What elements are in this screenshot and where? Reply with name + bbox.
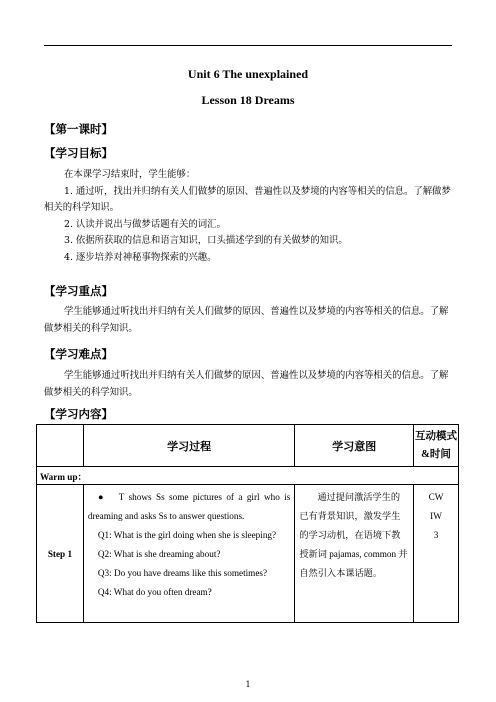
step1-label: Step 1 [37,485,84,623]
objectives-intro: 在本课学习结束时，学生能够： [64,169,196,180]
step1-question: Q1: What is the girl doing when she is sleeping? [97,530,277,540]
key-points-heading: 【学习重点】 [44,284,113,298]
step1-question: Q3: Do you have dreams like this sometimes? [97,568,268,578]
header-process: 学习过程 [83,425,294,467]
content-heading: 【学习内容】 [44,407,113,421]
warm-up-row [37,467,459,485]
table-header-row [37,425,459,467]
warm-up-label: Warm up： [37,467,459,485]
objective-item: 2. 认读并说出与做梦话题有关的词汇。 [64,218,226,230]
mode-item: 3 [433,530,439,540]
step1-intro-line [88,488,290,526]
step1-mode [414,485,459,623]
header-empty-cell [37,425,84,467]
page-number: 1 [245,680,251,689]
mode-item: CW [428,492,444,502]
objective-item: 4. 逐步培养对神秘事物探索的兴趣。 [64,251,217,263]
objectives-block [44,167,454,266]
header-intent: 学习意图 [295,425,414,467]
step1-intent: 通过提问激活学生的已有背景知识，激发学生的学习动机，在语境下教授新词 pajamas, common 并自然引入本课话题。 [295,485,414,623]
unit-title: Unit 6 The unexplained [187,67,309,81]
key-points-text: 学生能够通过听找出并归纳有关人们做梦的原因、普遍性以及梦境的内容等相关的信息。了解做梦相关的科学知识。 [44,306,449,334]
lesson-title: Lesson 18 Dreams [201,93,295,107]
objectives-heading: 【学习目标】 [44,146,113,160]
difficulties-heading: 【学习难点】 [44,347,113,361]
step1-question: Q2: What is she dreaming about? [97,549,221,559]
learning-content-table [36,424,459,623]
bullet-icon: ● [97,492,106,502]
step1-intro: T shows Ss some pictures of a girl who is dreaming and asks Ss to answer questions. [87,492,291,521]
header-mode: 互动模式&时间 [414,425,459,467]
objective-item: 3. 依据所获取的信息和语言知识，口头描述学到的有关做梦的知识。 [64,235,348,246]
period-heading: 【第一课时】 [44,122,113,136]
step1-question: Q4: What do you often dream? [97,587,212,597]
step1-row [37,485,459,623]
mode-item: IW [430,511,442,521]
header-rule [44,45,452,46]
difficulties-text: 学生能够通过听找出并归纳有关人们做梦的原因、普遍性以及梦境的内容等相关的信息。了解做梦相关的科学知识。 [44,370,449,398]
objective-item: 1. 通过听，找出并归纳有关人们做梦的原因、普遍性以及梦境的内容等相关的信息。了解做梦相关的科学知识。 [44,185,451,213]
step1-process [83,485,294,623]
